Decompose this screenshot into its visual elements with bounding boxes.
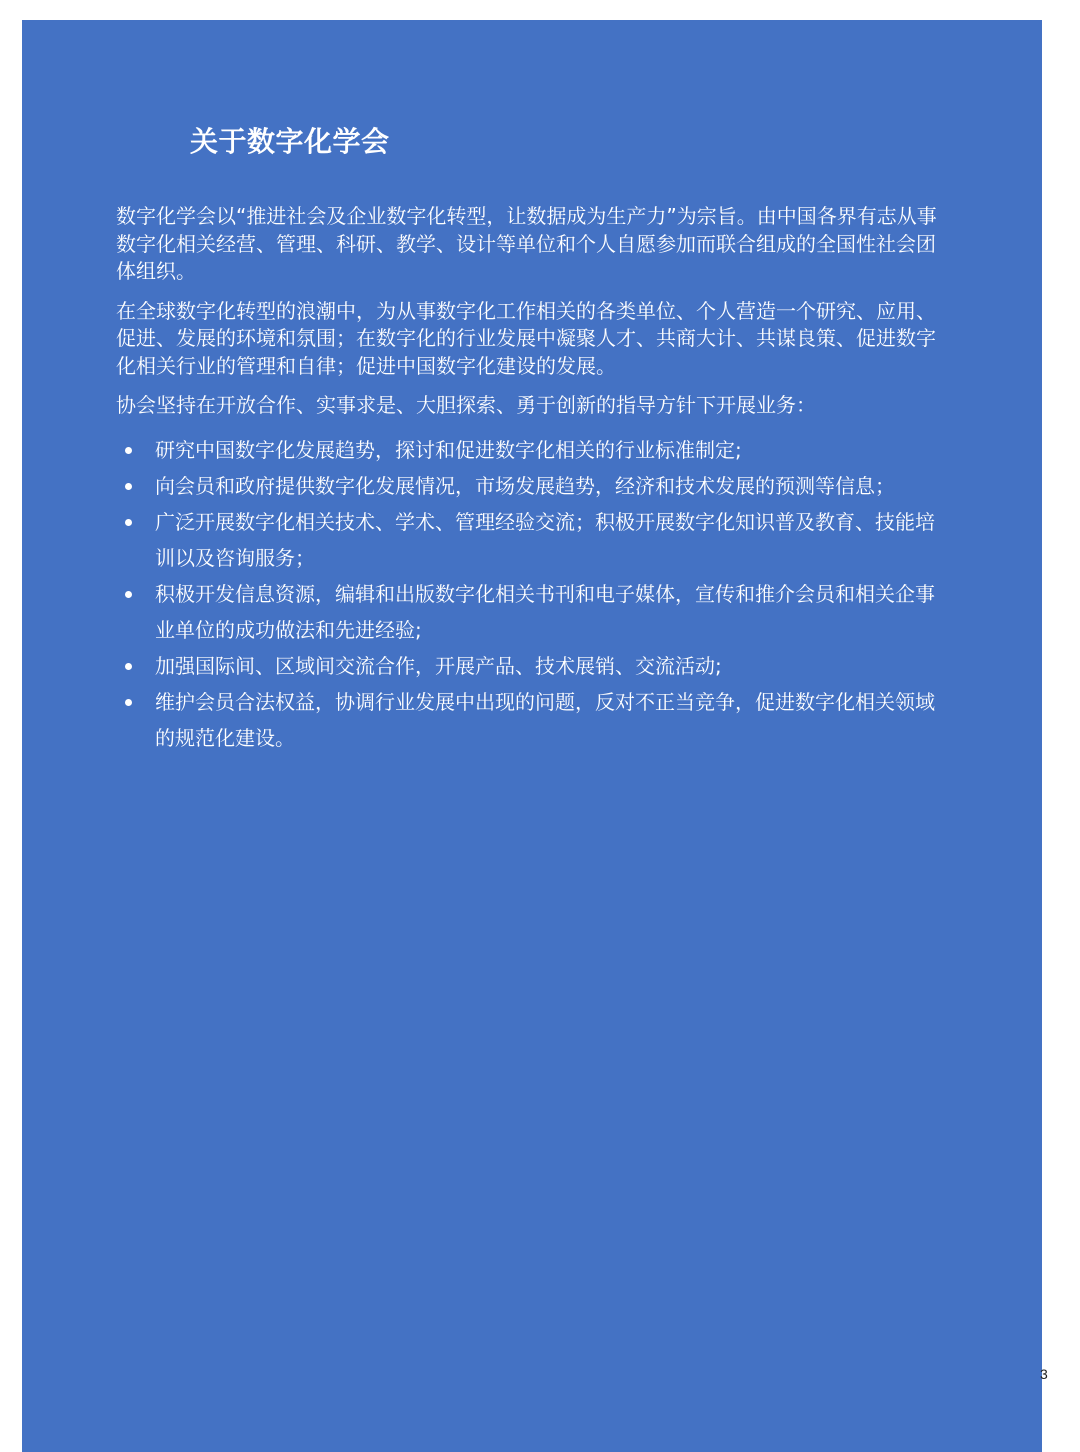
bullet-item [116, 432, 951, 468]
page-number: 3 [1040, 1366, 1048, 1382]
bullet-text: 广泛开展数字化相关技术、学术、管理经验交流；积极开展数字化知识普及教育、技能培训以及咨询服务； [155, 509, 935, 570]
bullet-text: 研究中国数字化发展趋势，探讨和促进数字化相关的行业标准制定; [155, 437, 742, 462]
intro-paragraph: 数字化学会以“推进社会及企业数字化转型，让数据成为生产力”为宗旨。由中国各界有志从事数字化相关经营、管理、科研、教学、设计等单位和个人自愿参加而联合组成的全国性社会团体组织。 [116, 204, 937, 283]
bullet-dot-icon [125, 447, 132, 454]
bullet-dot-icon [125, 699, 132, 706]
bullet-text: 积极开发信息资源，编辑和出版数字化相关书刊和电子媒体，宣传和推介会员和相关企事业单位的成功做法和先进经验; [155, 581, 935, 642]
bullet-text: 向会员和政府提供数字化发展情况，市场发展趋势，经济和技术发展的预测等信息； [155, 473, 895, 498]
bullet-item [116, 684, 951, 756]
bullet-item [116, 648, 951, 684]
bullet-dot-icon [125, 663, 132, 670]
bullet-dot-icon [125, 483, 132, 490]
bullet-dot-icon [125, 591, 132, 598]
principles-paragraph: 协会坚持在开放合作、实事求是、大胆探索、勇于创新的指导方针下开展业务： [116, 393, 816, 417]
bullet-item [116, 468, 951, 504]
bullet-dot-icon [125, 519, 132, 526]
page-title: 关于数字化学会 [190, 125, 390, 158]
bullet-item [116, 576, 951, 648]
document-body [116, 203, 951, 756]
bullet-item [116, 504, 951, 576]
business-bullet-list [116, 432, 951, 756]
mission-paragraph: 在全球数字化转型的浪潮中，为从事数字化工作相关的各类单位、个人营造一个研究、应用、促进、发展的环境和氛围；在数字化的行业发展中凝聚人才、共商大计、共谋良策、促进数字化相关行业的管理和自律；促进中国数字化建设的发展。 [116, 298, 936, 378]
bullet-text: 加强国际间、区域间交流合作，开展产品、技术展销、交流活动; [155, 653, 722, 678]
bullet-text: 维护会员合法权益，协调行业发展中出现的问题，反对不正当竞争，促进数字化相关领域的规范化建设。 [155, 689, 935, 750]
